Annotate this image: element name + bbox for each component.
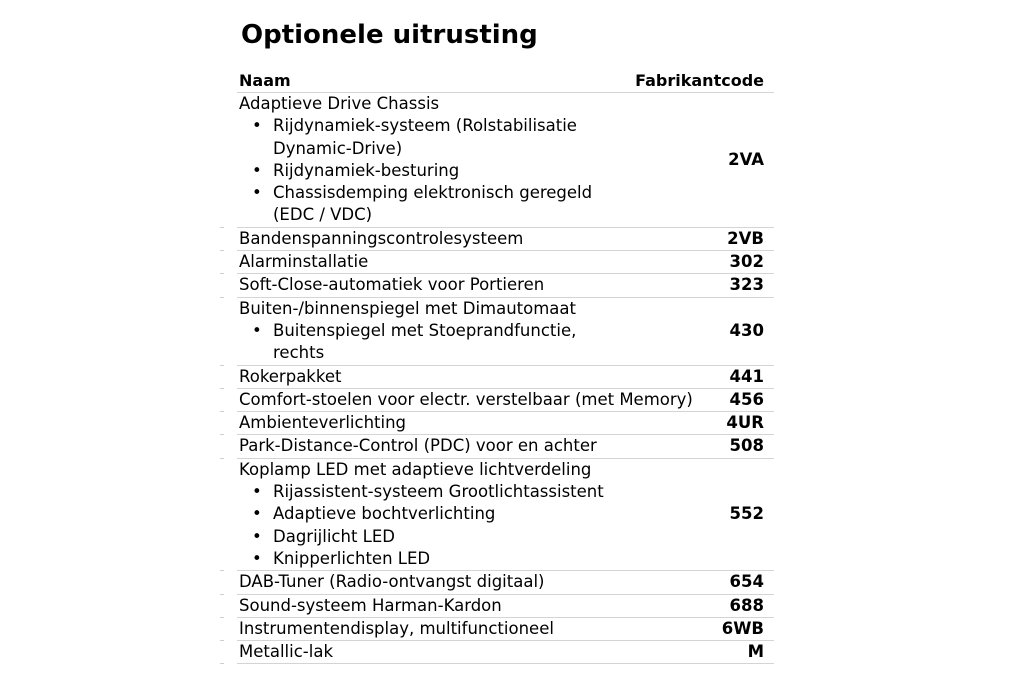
table-row [237, 251, 774, 274]
option-name-cell [237, 274, 594, 296]
bullet-icon: • [252, 160, 262, 180]
manufacturer-code: 323 [729, 275, 764, 295]
bullet-icon: • [252, 482, 262, 502]
option-name-cell [237, 595, 594, 617]
manufacturer-code: 508 [729, 436, 764, 456]
sub-feature-text: Dagrijlicht LED [273, 526, 395, 546]
table-row [237, 274, 774, 297]
options-table [237, 69, 774, 664]
margin-tick [220, 365, 224, 366]
option-name: Adaptieve Drive Chassis [239, 94, 440, 113]
option-name: Rokerpakket [239, 366, 342, 386]
margin-tick [220, 594, 224, 595]
sub-feature-item [239, 182, 613, 227]
manufacturer-code: 441 [729, 366, 764, 386]
option-name-cell [237, 571, 594, 593]
bullet-icon: • [252, 320, 262, 340]
margin-tick [220, 227, 224, 228]
margin-tick [220, 411, 224, 412]
manufacturer-code: 456 [729, 389, 764, 409]
sub-feature-text: Chassisdemping elektronisch geregeld (EDC / VDC) [273, 183, 593, 225]
option-name-cell [237, 435, 597, 457]
option-name-cell [237, 459, 613, 570]
manufacturer-code: 6WB [721, 618, 764, 638]
option-name: Metallic-lak [239, 642, 333, 662]
sub-feature-text: Rijassistent-systeem Grootlichtassistent [273, 482, 604, 502]
option-name: Comfort-stoelen voor electr. verstelbaar (met Memory) [239, 389, 693, 409]
option-name: Sound-systeem Harman-Kardon [239, 595, 502, 615]
table-row [237, 595, 774, 618]
table-row [237, 618, 774, 641]
option-name: Alarminstallatie [239, 252, 369, 272]
manufacturer-code: 302 [729, 252, 764, 272]
option-name-cell [237, 298, 613, 365]
sub-feature-item [239, 115, 613, 160]
sub-feature-item [239, 320, 613, 365]
bullet-icon: • [252, 504, 262, 524]
table-body [237, 93, 774, 664]
sub-feature-item [239, 526, 613, 548]
table-row [237, 298, 774, 366]
option-name: Soft-Close-automatiek voor Portieren [239, 275, 545, 295]
table-row [237, 435, 774, 458]
sub-feature-text: Buitenspiegel met Stoeprandfunctie, rechts [273, 320, 577, 363]
column-header-code: Fabrikantcode [635, 71, 764, 90]
sub-feature-text: Adaptieve bochtverlichting [273, 504, 496, 524]
option-name: Ambienteverlichting [239, 413, 407, 433]
manufacturer-code: 2VA [728, 149, 764, 169]
option-name: DAB-Tuner (Radio-ontvangst digitaal) [239, 572, 545, 592]
margin-tick [220, 434, 224, 435]
sub-feature-item [239, 481, 613, 503]
table-row [237, 366, 774, 389]
table-row [237, 93, 774, 228]
option-name-cell [237, 389, 693, 411]
sub-feature-text: Rijdynamiek-systeem (Rolstabilisatie Dynamic-Drive) [273, 116, 577, 158]
margin-tick [220, 273, 224, 274]
option-name-cell [237, 366, 594, 388]
manufacturer-code: 4UR [726, 413, 764, 433]
manufacturer-code: 654 [729, 572, 764, 592]
margin-tick [220, 250, 224, 251]
table-row [237, 571, 774, 594]
option-name-cell [237, 228, 594, 250]
table-row [237, 228, 774, 251]
table-row [237, 459, 774, 571]
sub-feature-item [239, 503, 613, 525]
sub-feature-item [239, 548, 613, 570]
option-name: Buiten-/binnenspiegel met Dimautomaat [239, 298, 576, 318]
sub-feature-text: Rijdynamiek-besturing [273, 160, 460, 180]
sub-feature-text: Knipperlichten LED [273, 548, 431, 568]
margin-tick [220, 640, 224, 641]
margin-tick [220, 388, 224, 389]
manufacturer-code: 430 [729, 320, 764, 340]
sub-feature-list [239, 481, 613, 570]
sub-feature-item [239, 160, 613, 182]
margin-tick [220, 458, 224, 459]
bullet-icon: • [252, 526, 262, 546]
margin-tick [220, 570, 224, 571]
manufacturer-code: 2VB [727, 228, 764, 248]
table-row [237, 389, 774, 412]
column-header-name: Naam [239, 71, 291, 90]
margin-tick [220, 663, 224, 664]
bullet-icon: • [252, 116, 262, 136]
table-row [237, 641, 774, 664]
table-header [237, 69, 774, 93]
option-name-cell [237, 412, 594, 434]
option-name: Park-Distance-Control (PDC) voor en achter [239, 436, 597, 456]
table-row [237, 412, 774, 435]
page-title: Optionele uitrusting [241, 20, 538, 50]
margin-tick [220, 617, 224, 618]
option-name-cell [237, 93, 613, 227]
sub-feature-list [239, 115, 613, 226]
margin-tick [220, 297, 224, 298]
manufacturer-code: 552 [729, 504, 764, 524]
manufacturer-code: 688 [729, 595, 764, 615]
bullet-icon: • [252, 548, 262, 568]
option-name: Instrumentendisplay, multifunctioneel [239, 618, 554, 638]
option-name-cell [237, 251, 594, 273]
option-name-cell [237, 618, 594, 640]
option-name: Koplamp LED met adaptieve lichtverdeling [239, 459, 592, 479]
option-name-cell [237, 641, 594, 663]
option-name: Bandenspanningscontrolesysteem [239, 228, 524, 248]
sub-feature-list [239, 320, 613, 365]
manufacturer-code: M [747, 642, 764, 662]
bullet-icon: • [252, 183, 262, 203]
